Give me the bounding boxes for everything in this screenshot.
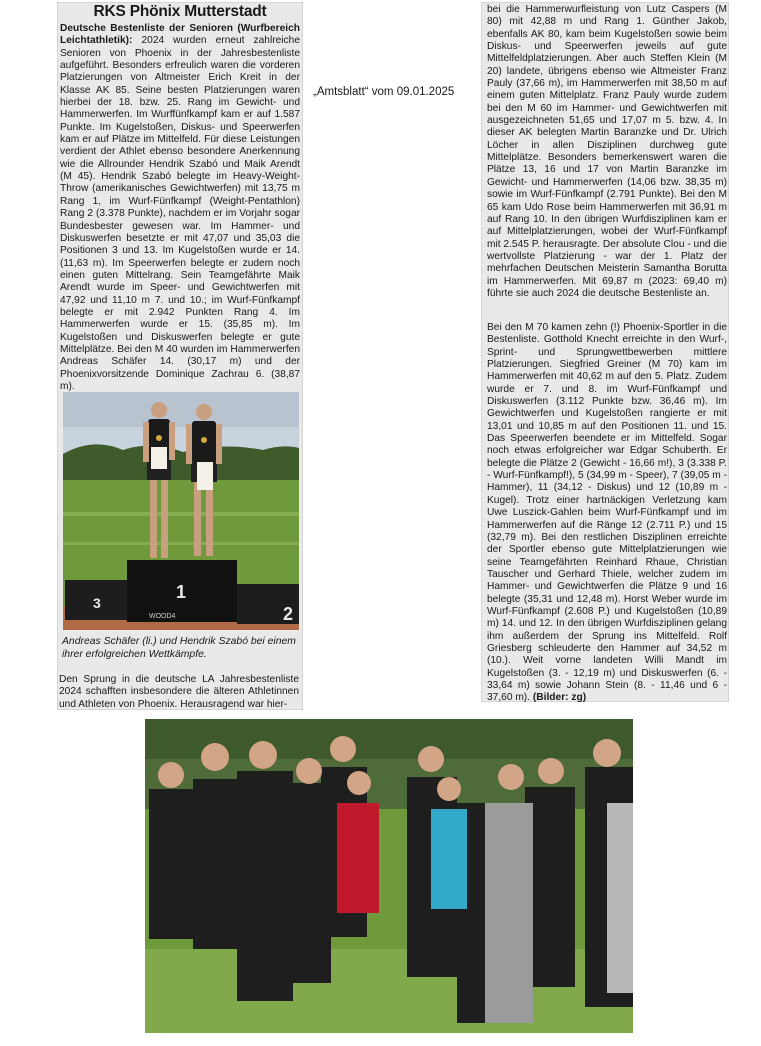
right-paragraph-2-body: Bei den M 70 kamen zehn (!) Phoenix-Sportler in die Bestenliste. Gotthold Knecht erreichte in den Wurf-, Sprint- und Sprungwettbewerben mittlere Platzierungen. Siegfried Greiner (M 70) kam im Hammerwerfen mit 40,62 m auf den 5. Platz. Zudem wurde er 7. und 8. im Wurf-Fünfkampf und Diskuswerfen (3.112 Punkte bzw. 36,46 m). Im Gewichtwerfen und Kugelstoßen rangierte er mit 13,01 und 10,85 m auf den Positionen 11. und 15. Das Speerwerfen beendete er im Mittelfeld. Sogar noch etwas erfolgreicher war Edgar Schuberth. Er belegte die Plätze 2 (Gewicht - 16,66 m!), 3 (3.338 P. - Wurf-Fünfkampf!), 5 (34,99 m - Speer), 7 (39,05 m - Hammer), 11 (34,12 - Diskus) und 12 (10,89 m - Kugel). Trotz einer hartnäckigen Verletzung kam Uwe Luszick-Gahlen beim Wurf-Fünfkampf und im Hammerwerfen auf die Ränge 12 (2.711 P.) und 15 (32,79 m). Bei den restlichen Disziplinen erreichte der Sportler ebenso gute Mittelplatzierungen wie seine Teamgefährten Reinhard Rhaue, Christian Tauscher und Gerhard Thiele, welcher zudem im Hammer- und Gewichtwerfen die Plätze 9 und 16 belegte (35,31 und 12,48 m). Horst Weber wurde im Wurf-Fünfkampf (2.608 P.) und Kugelstoßen (10,89 m) 14. und 12. In den übrigen Wurfdisziplinen gelang ihm außerdem der Sprung ins Mittelfeld. Rolf Griesberg schleuderte den Hammer auf 34,52 m (10.). Weit vorne landeten Willi Mandt im Kugelstoßen (3. - 12,19 m) und Diskuswerfen (6. - 33,64 m) sowie Johann Stein (8. - 11,46 und 6 - 37,60 m). [487, 322, 727, 704]
right-paragraph-2 [484, 322, 730, 705]
podium-place-2: 2 [283, 604, 294, 624]
podium-photo [63, 392, 299, 630]
source-note: „Amtsblatt“ vom 09.01.2025 [313, 86, 455, 98]
article-headline: RKS Phönix Mutterstadt [93, 3, 267, 20]
team-photo [145, 719, 633, 1033]
clipping-left-column [57, 2, 303, 710]
left-tail-paragraph: Den Sprung in die deutsche LA Jahresbestenliste 2024 schafften insbesondere die älteren Athletinnen und Athleten von Phoenix. Herausragend war hier- [59, 674, 299, 710]
left-paragraph-body: 2024 wurden erneut zahlreiche Senioren von Phoenix in der Jahresbestenliste aufgeführt. Besonders erfreulich waren die vorderen Platzierungen von Altmeister Erich Kreit in der Klasse AK 85. Seine besten Platzierungen waren hierbei der 18. bzw. 25. Rang im Gewicht- und Hammerwerfen. Im Wurffünfkampf kam er auf 1.587 Punkte. Im Kugelstoßen, Diskus- und Speerwerfen kam er auf Plätze im Mittelfeld. Für diese Leistungen verdient der Athlet ebenso besondere Anerkennung wie die Allrounder Hendrik Szabó und Maik Arendt (M 45). Hendrik Szabó belegte im Heavy-Weight-Throw (amerikanisches Gewichtwerfen) mit 13,75 m Rang 1, im Wurf-Fünfkampf (Weight-Pentathlon) Rang 2 (3.378 Punkte), nachdem er im Vorjahr sogar Bundesbester gewesen war. Im Hammer- und Diskuswerfen besetzte er mit 47,07 und 35,03 die Positionen 3 und 13. Im Kugelstoßen wurde er 14. (11,63 m). Im Speerwerfen belegte er zudem noch einen guten Mittelrang. Sein Teamgefährte Maik Arendt wurde im Speer- und Gewichtwerfen mit 47,92 und 11,10 m 7. und 10.; im Wurf-Fünfkampf belegte er mit 2.942 Punkten Rang 4. Im Hammerwerfen wurde er 15. (35,85 m). Im Kugelstoßen und Diskuswerfen belegte er gute Mittelplätze. Bei den M 40 wurden im Hammerwerfen Andreas Schäfer 14. (30,17 m) und der Phoenixvorsitzende Dominique Zachrau 6. (38,87 m). [60, 35, 300, 392]
right-paragraph-1: bei die Hammerwurfleistung von Lutz Caspers (M 80) mit 42,88 m und Rang 1. Günther Jakob, ebenfalls AK 80, kam beim Kugelstoßen sowie beim Diskus- und Speerwerfen jeweils auf gute Mittelfeldplatzierungen. Aber auch Steffen Klein (M 20) landete, übrigens ebenso wie Altmeister Franz Pauly (37,66 m), im Hammerwerfen mit 38,50 m auf einem guten Mittelplatz. Franz Pauly wurde zudem bei den M 60 im Hammer- und Gewichtwerfen mit ausgezeichneten 51,65 und 17,07 m 5. bzw. 4. In dieser AK belegten Martin Baranzke und Dr. Ulrich Löcher in allen Disziplinen durchweg gute Mittelplätze. Besonders bemerkenswert waren die Plätze 13, 16 und 17 von Martin Baranzke im Gewicht- und Hammerwerfen (14,06 bzw. 38,35 m) sowie im Wurf-Fünfkampf (2.791 Punkte). Bei den M 65 kam Udo Rose beim Hammerwerfen mit 36,91 m auf Rang 10. In den übrigen Wurfdisziplinen kam er auf Mittelplatzierungen, wobei der Wurf-Fünfkampf mit 2.545 P. herausragte. Der absolute Clou - und die wertvollste Platzierung - war der 1. Platz der mehrfachen Deutschen Meisterin Samantha Borutta im Hammerwerfen. Mit 69,87 m (2023: 69,40 m) führte sie auch 2024 die deutsche Bestenliste an. [487, 4, 727, 299]
lead-bold: Deutsche Bestenliste der Senioren (Wurfbereich Leichtathletik): [60, 23, 300, 47]
podium-sponsor: WOOD4 [149, 613, 176, 620]
clipping-right-column [481, 2, 729, 702]
photo-credit: (Bilder: zg) [532, 692, 587, 704]
article-left-paragraph [57, 23, 303, 393]
podium-place-1: 1 [176, 582, 187, 602]
podium-place-3: 3 [93, 595, 101, 611]
photo-caption: Andreas Schäfer (li.) und Hendrik Szabó bei einem ihrer erfolgreichen Wettkämpfe. [62, 636, 296, 660]
